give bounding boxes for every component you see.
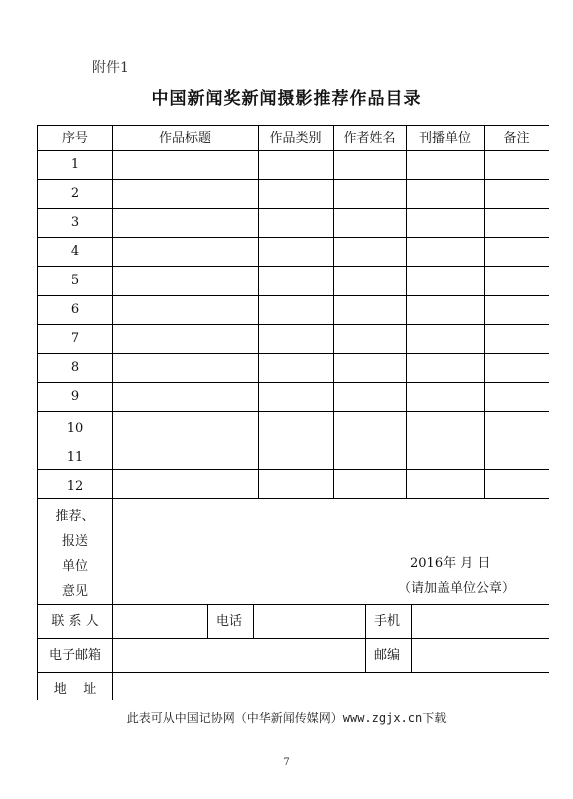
row-line (38, 638, 549, 639)
header-author: 作者姓名 (343, 131, 396, 146)
row-line (38, 295, 549, 296)
row-number: 8 (70, 360, 80, 375)
row-number: 1 (70, 157, 80, 172)
page-number: 7 (283, 757, 290, 768)
row-number: 2 (70, 186, 80, 201)
row-number: 9 (70, 389, 80, 404)
row-number: 12 (66, 479, 84, 494)
header-publisher: 刊播单位 (418, 131, 471, 146)
col-line (253, 604, 254, 638)
row-number: 11 (66, 450, 84, 465)
postcode-label: 邮编 (374, 648, 401, 663)
phone-label: 电话 (216, 614, 243, 629)
mobile-label: 手机 (374, 614, 401, 629)
col-line (333, 126, 334, 498)
header-title: 作品标题 (158, 131, 211, 146)
row-number: 6 (70, 302, 80, 317)
col-line (112, 126, 113, 700)
header-remarks: 备注 (503, 131, 530, 146)
row-number: 10 (66, 421, 84, 436)
date-line: 2016年 月 日 (410, 556, 491, 571)
row-line (38, 353, 549, 354)
col-line (258, 126, 259, 498)
page-title: 中国新闻奖新闻摄影推荐作品目录 (151, 89, 422, 109)
seal-note: （请加盖单位公章） (398, 581, 516, 596)
col-line (207, 604, 208, 638)
recommend-label-line: 意见 (61, 584, 88, 599)
row-line (38, 237, 549, 238)
recommend-label-line: 单位 (61, 559, 88, 574)
attachment-label: 附件1 (92, 60, 129, 76)
row-line (38, 469, 549, 470)
col-line (411, 604, 412, 672)
row-line (38, 266, 549, 267)
row-number: 5 (70, 273, 80, 288)
row-number: 7 (70, 331, 80, 346)
address-label: 地 址 (53, 682, 97, 697)
row-number: 3 (70, 215, 80, 230)
download-note: 此表可从中国记协网（中华新闻传媒网）www.zgjx.cn下载 (126, 711, 447, 725)
recommend-label-line: 推荐、 (55, 509, 95, 524)
recommend-label-line: 报送 (61, 534, 88, 549)
col-line (484, 126, 485, 498)
col-line (365, 604, 366, 672)
row-line (38, 672, 549, 673)
row-number: 4 (70, 244, 80, 259)
header-category: 作品类别 (269, 131, 322, 146)
row-line (38, 208, 549, 209)
row-line (38, 179, 549, 180)
row-line (38, 498, 549, 499)
row-line (38, 324, 549, 325)
row-line (38, 382, 549, 383)
contact-person-label: 联 系 人 (51, 614, 99, 629)
col-line (406, 126, 407, 498)
row-line (38, 150, 549, 151)
header-serial: 序号 (61, 131, 88, 146)
catalog-table (37, 125, 549, 700)
email-label: 电子邮箱 (48, 648, 101, 663)
row-line (38, 411, 549, 412)
row-line (38, 604, 549, 605)
